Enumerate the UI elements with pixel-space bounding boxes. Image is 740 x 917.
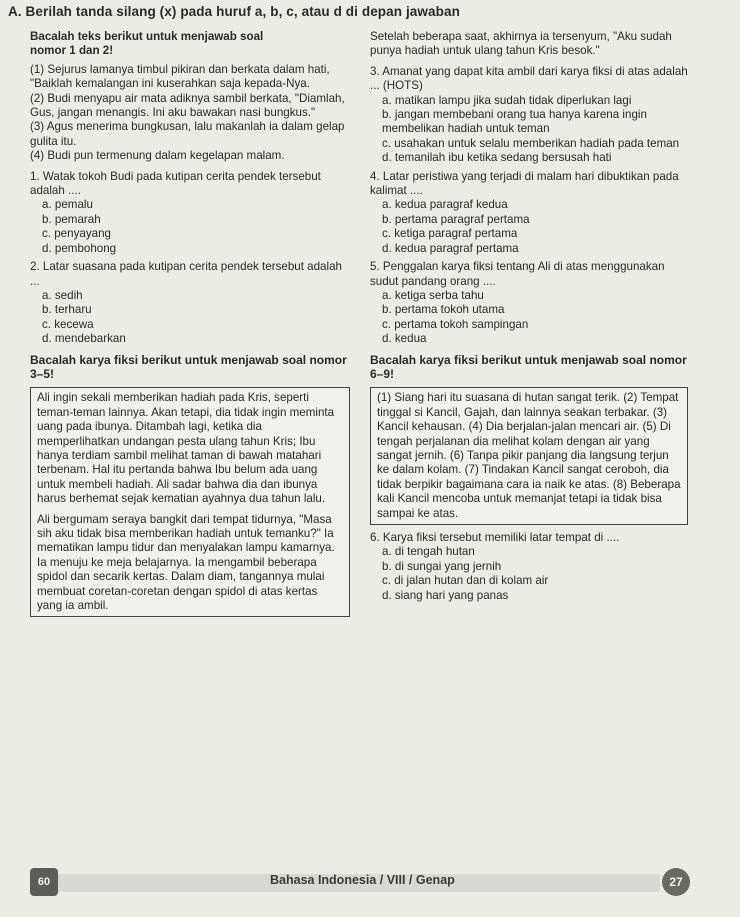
- story-ali-paragraph-1: Ali ingin sekali memberikan hadiah pada Kris, seperti teman-teman lainnya. Akan tetapi, dia tidak ingin meminta uang pada ibunya. Ditambah lagi, ketika dia memperlihatkan undangan pesta ulang tahun Kris; Ibu hanya terdiam sambil melihat taman di bawah matahari terbenam. Hal itu pertanda bahwa Ibu belum ada uang untuk membeli hadiah. Ali sadar bahwa dia dan ibunya harus berhemat sejak kematian ayahnya dua tahun lalu.: [37, 391, 335, 506]
- right-column: [370, 30, 688, 603]
- question-5: 5. Penggalan karya fiksi tentang Ali di atas menggunakan sudut pandang orang ....: [370, 260, 665, 288]
- question-1: 1. Watak tokoh Budi pada kutipan cerita pendek tersebut adalah ....: [30, 169, 321, 198]
- story-kancil-text: (1) Siang hari itu suasana di hutan sangat terik. (2) Tempat tinggal si Kancil, Gajah, dan lainnya seakan terbakar. (3) Kancil kehausan. (4) Dia berjalan-jalan mencari air. (5) Di tengah perjalanan dia melihat kolam dengan air yang sangat jernih. (6) Tanpa pikir panjang dia langsung terjun ke dalam kolam. (7) Tindakan Kancil sangat ceroboh, dia tidak berpikir bagaimana cara ia naik ke atas. (8) Beberapa kali Kancil mencoba untuk memanjat tetapi ia tidak bisa sampai ke atas.: [377, 391, 681, 520]
- story-ali-paragraph-2: Ali bergumam seraya bangkit dari tempat tidurnya, "Masa sih aku tidak bisa memberikan hadiah untuk temanku?" Ia mematikan lampu tidur dan menyalakan lampu kamarnya. Ia menuju ke meja belajarnya. Ia mengambil beberapa spidol dan secarik kertas. Dalam diam, tangannya mulai membuat coretan-coretan dengan spidol di atas kertas yang ia ambil.: [37, 512, 335, 613]
- excerpt-3: (3) Agus menerima bungkusan, lalu makanlah ia dalam gelap gulita itu.: [30, 120, 345, 148]
- excerpt-list: [30, 63, 350, 164]
- excerpt-4: (4) Budi pun termenung dalam kegelapan malam.: [30, 149, 285, 163]
- page-number-right: 27: [662, 868, 690, 896]
- q1-option-d[interactable]: d. pembohong: [42, 241, 117, 255]
- q4-option-c[interactable]: c. ketiga paragraf pertama: [382, 227, 518, 241]
- story-ali-continuation: Setelah beberapa saat, akhirnya ia tersenyum, "Aku sudah punya hadiah untuk ulang tahun Kris besok.": [370, 30, 672, 58]
- q1-option-b[interactable]: b. pemarah: [42, 212, 101, 226]
- page-number-left: 60: [30, 868, 58, 896]
- q4-option-b[interactable]: b. pertama paragraf pertama: [382, 212, 530, 226]
- q6-option-d[interactable]: d. siang hari yang panas: [382, 588, 509, 602]
- q5-option-c[interactable]: c. pertama tokoh sampingan: [382, 317, 529, 331]
- q1-option-a[interactable]: a. pemalu: [42, 198, 93, 212]
- intro-q3-5: Bacalah karya fiksi berikut untuk menjawab soal nomor 3–5!: [30, 352, 347, 381]
- q5-option-b[interactable]: b. pertama tokoh utama: [382, 303, 505, 317]
- question-4: 4. Latar peristiwa yang terjadi di malam hari dibuktikan pada kalimat ....: [370, 169, 679, 198]
- excerpt-1: (1) Sejurus lamanya timbul pikiran dan berkata dalam hati, "Baiklah kemalangan ini kuserahkan saja kepada-Nya.: [30, 62, 330, 91]
- q1-option-c[interactable]: c. penyayang: [42, 227, 111, 241]
- left-column: [30, 30, 350, 617]
- q3-option-b[interactable]: b. jangan membebani orang tua hanya karena ingin membelikan hadiah untuk teman: [382, 108, 647, 136]
- q2-option-a[interactable]: a. sedih: [42, 288, 83, 302]
- q5-option-a[interactable]: a. ketiga serba tahu: [382, 288, 484, 302]
- q4-option-d[interactable]: d. kedua paragraf pertama: [382, 241, 519, 255]
- q2-option-b[interactable]: b. terharu: [42, 303, 92, 317]
- instruction-heading: A. Berilah tanda silang (x) pada huruf a, b, c, atau d di depan jawaban: [8, 4, 460, 19]
- intro-q1-2: Bacalah teks berikut untuk menjawab soal nomor 1 dan 2!: [30, 30, 264, 58]
- q2-option-c[interactable]: c. kecewa: [42, 317, 94, 331]
- q6-option-c[interactable]: c. di jalan hutan dan di kolam air: [382, 574, 549, 588]
- page-footer: [30, 868, 720, 898]
- question-2: 2. Latar suasana pada kutipan cerita pendek tersebut adalah ...: [30, 260, 342, 288]
- question-6: 6. Karya fiksi tersebut memiliki latar tempat di ....: [370, 531, 620, 544]
- story-box-kancil: [370, 387, 688, 525]
- intro-q6-9: Bacalah karya fiksi berikut untuk menjawab soal nomor 6–9!: [370, 352, 687, 381]
- q4-option-a[interactable]: a. kedua paragraf kedua: [382, 198, 508, 212]
- q6-option-b[interactable]: b. di sungai yang jernih: [382, 559, 502, 573]
- q6-option-a[interactable]: a. di tengah hutan: [382, 545, 475, 559]
- excerpt-2: (2) Budi menyapu air mata adiknya sambil berkata, "Diamlah, Gus, jangan menangis. Ini aku bawakan nasi bungkus.": [30, 91, 345, 120]
- question-3: 3. Amanat yang dapat kita ambil dari karya fiksi di atas adalah ... (HOTS): [370, 64, 688, 93]
- book-title: Bahasa Indonesia / VIII / Genap: [270, 873, 455, 887]
- story-box-ali: [30, 387, 350, 617]
- q2-option-d[interactable]: d. mendebarkan: [42, 332, 126, 346]
- q3-option-d[interactable]: d. temanilah ibu ketika sedang bersusah hati: [382, 151, 612, 165]
- q3-option-c[interactable]: c. usahakan untuk selalu memberikan hadiah pada teman: [382, 136, 680, 150]
- q5-option-d[interactable]: d. kedua: [382, 332, 427, 346]
- q3-option-a[interactable]: a. matikan lampu jika sudah tidak diperlukan lagi: [382, 93, 632, 107]
